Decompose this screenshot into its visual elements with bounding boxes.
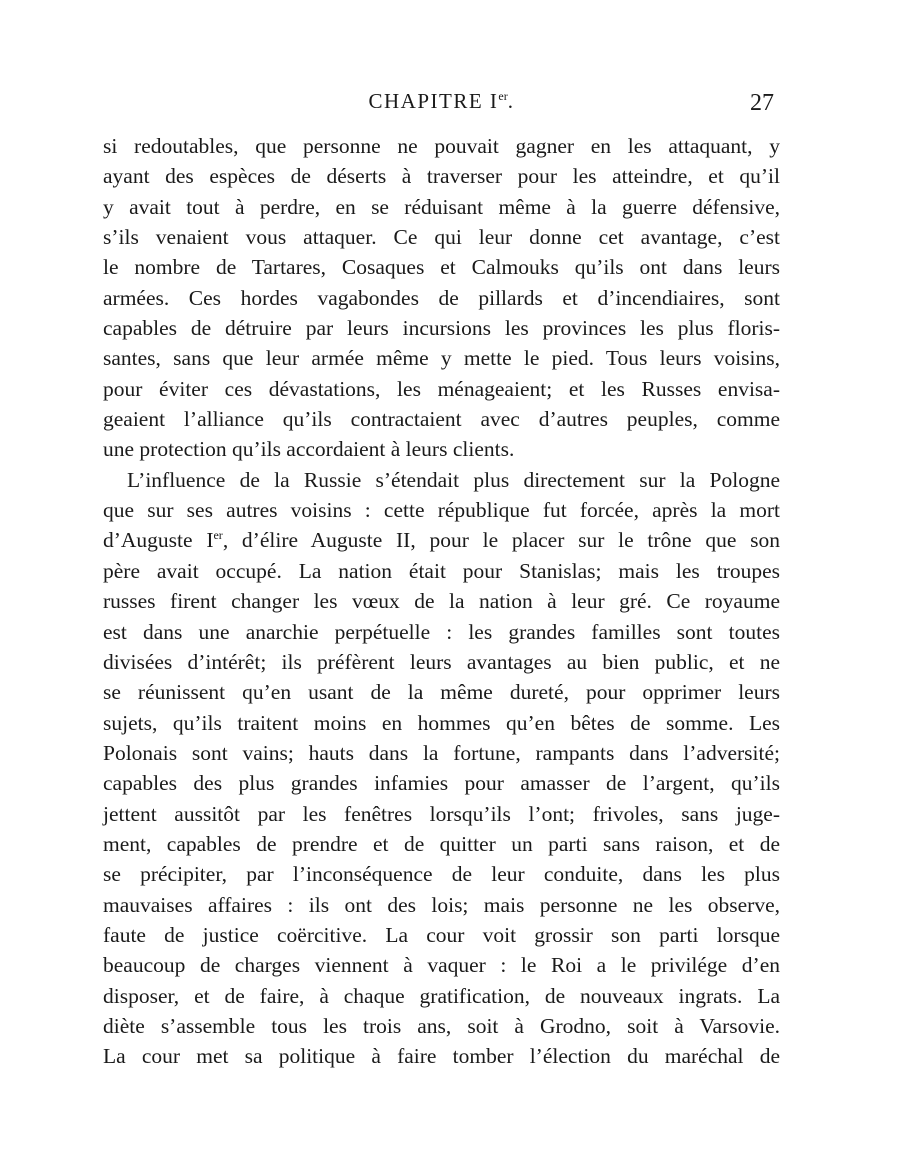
text-line: La cour met sa politique à faire tomber l’élection du maréchal de xyxy=(103,1044,780,1069)
text-line: le nombre de Tartares, Cosaques et Calmouks qu’ils ont dans leurs xyxy=(103,255,780,280)
paragraph-2 xyxy=(103,465,780,1072)
chapter-title xyxy=(103,88,780,114)
text-line: ayant des espèces de déserts à traverser pour les atteindre, et qu’il xyxy=(103,164,780,189)
text-line: y avait tout à perdre, en se réduisant même à la guerre défensive, xyxy=(103,194,780,219)
ordinal-superscript: er xyxy=(213,528,223,543)
paragraph-1 xyxy=(103,131,780,465)
text-line: pour éviter ces dévastations, les ménageaient; et les Russes envisa- xyxy=(103,376,780,401)
text-line: ment, capables de prendre et de quitter un parti sans raison, et de xyxy=(103,831,780,856)
page-number: 27 xyxy=(750,90,774,116)
chapter-title-period: . xyxy=(507,89,515,113)
text-line: une protection qu’ils accordaient à leurs clients. xyxy=(103,437,515,462)
text-line: armées. Ces hordes vagabondes de pillards et d’incendiaires, sont xyxy=(103,285,780,310)
chapter-title-text: CHAPITRE I xyxy=(368,89,499,113)
text-line: Polonais sont vains; hauts dans la fortune, rampants dans l’adversité; xyxy=(103,740,780,765)
text-line: geaient l’alliance qu’ils contractaient avec d’autres peuples, comme xyxy=(103,407,780,432)
text-line: mauvaises affaires : ils ont des lois; mais personne ne les observe, xyxy=(103,892,780,917)
body-text xyxy=(103,131,780,1072)
text-segment: , d’élire Auguste II, pour le placer sur le trône que son xyxy=(222,528,780,553)
text-line: jettent aussitôt par les fenêtres lorsqu’ils l’ont; frivoles, sans juge- xyxy=(103,801,780,826)
text-segment: d’Auguste I xyxy=(103,528,214,553)
text-line: père avait occupé. La nation était pour Stanislas; mais les troupes xyxy=(103,558,780,583)
text-line: beaucoup de charges viennent à vaquer : le Roi a le privilége d’en xyxy=(103,953,780,978)
text-line xyxy=(103,525,780,555)
text-line: s’ils venaient vous attaquer. Ce qui leur donne cet avantage, c’est xyxy=(103,225,780,250)
text-line: est dans une anarchie perpétuelle : les grandes familles sont toutes xyxy=(103,619,780,644)
text-line: se précipiter, par l’inconséquence de leur conduite, dans les plus xyxy=(103,862,780,887)
text-line: santes, sans que leur armée même y mette le pied. Tous leurs voisins, xyxy=(103,346,780,371)
chapter-title-superscript: er xyxy=(498,89,508,103)
text-line: capables des plus grandes infamies pour amasser de l’argent, qu’ils xyxy=(103,771,780,796)
text-line: sujets, qu’ils traitent moins en hommes qu’en bêtes de somme. Les xyxy=(103,710,780,735)
text-line: russes firent changer les vœux de la nation à leur gré. Ce royaume xyxy=(103,589,780,614)
running-header xyxy=(103,88,780,124)
text-line: si redoutables, que personne ne pouvait gagner en les attaquant, y xyxy=(103,134,780,158)
text-line: faute de justice coërcitive. La cour voit grossir son parti lorsque xyxy=(103,922,780,947)
text-line: divisées d’intérêt; ils préfèrent leurs avantages au bien public, et ne xyxy=(103,649,780,674)
text-line: disposer, et de faire, à chaque gratification, de nouveaux ingrats. La xyxy=(103,983,780,1008)
text-line: L’influence de la Russie s’étendait plus directement sur la Pologne xyxy=(127,467,780,492)
text-line: se réunissent qu’en usant de la même dureté, pour opprimer leurs xyxy=(103,680,780,705)
text-line: diète s’assemble tous les trois ans, soit à Grodno, soit à Varsovie. xyxy=(103,1013,780,1038)
text-line: capables de détruire par leurs incursions les provinces les plus floris- xyxy=(103,316,780,341)
text-line: que sur ses autres voisins : cette république fut forcée, après la mort xyxy=(103,498,780,523)
